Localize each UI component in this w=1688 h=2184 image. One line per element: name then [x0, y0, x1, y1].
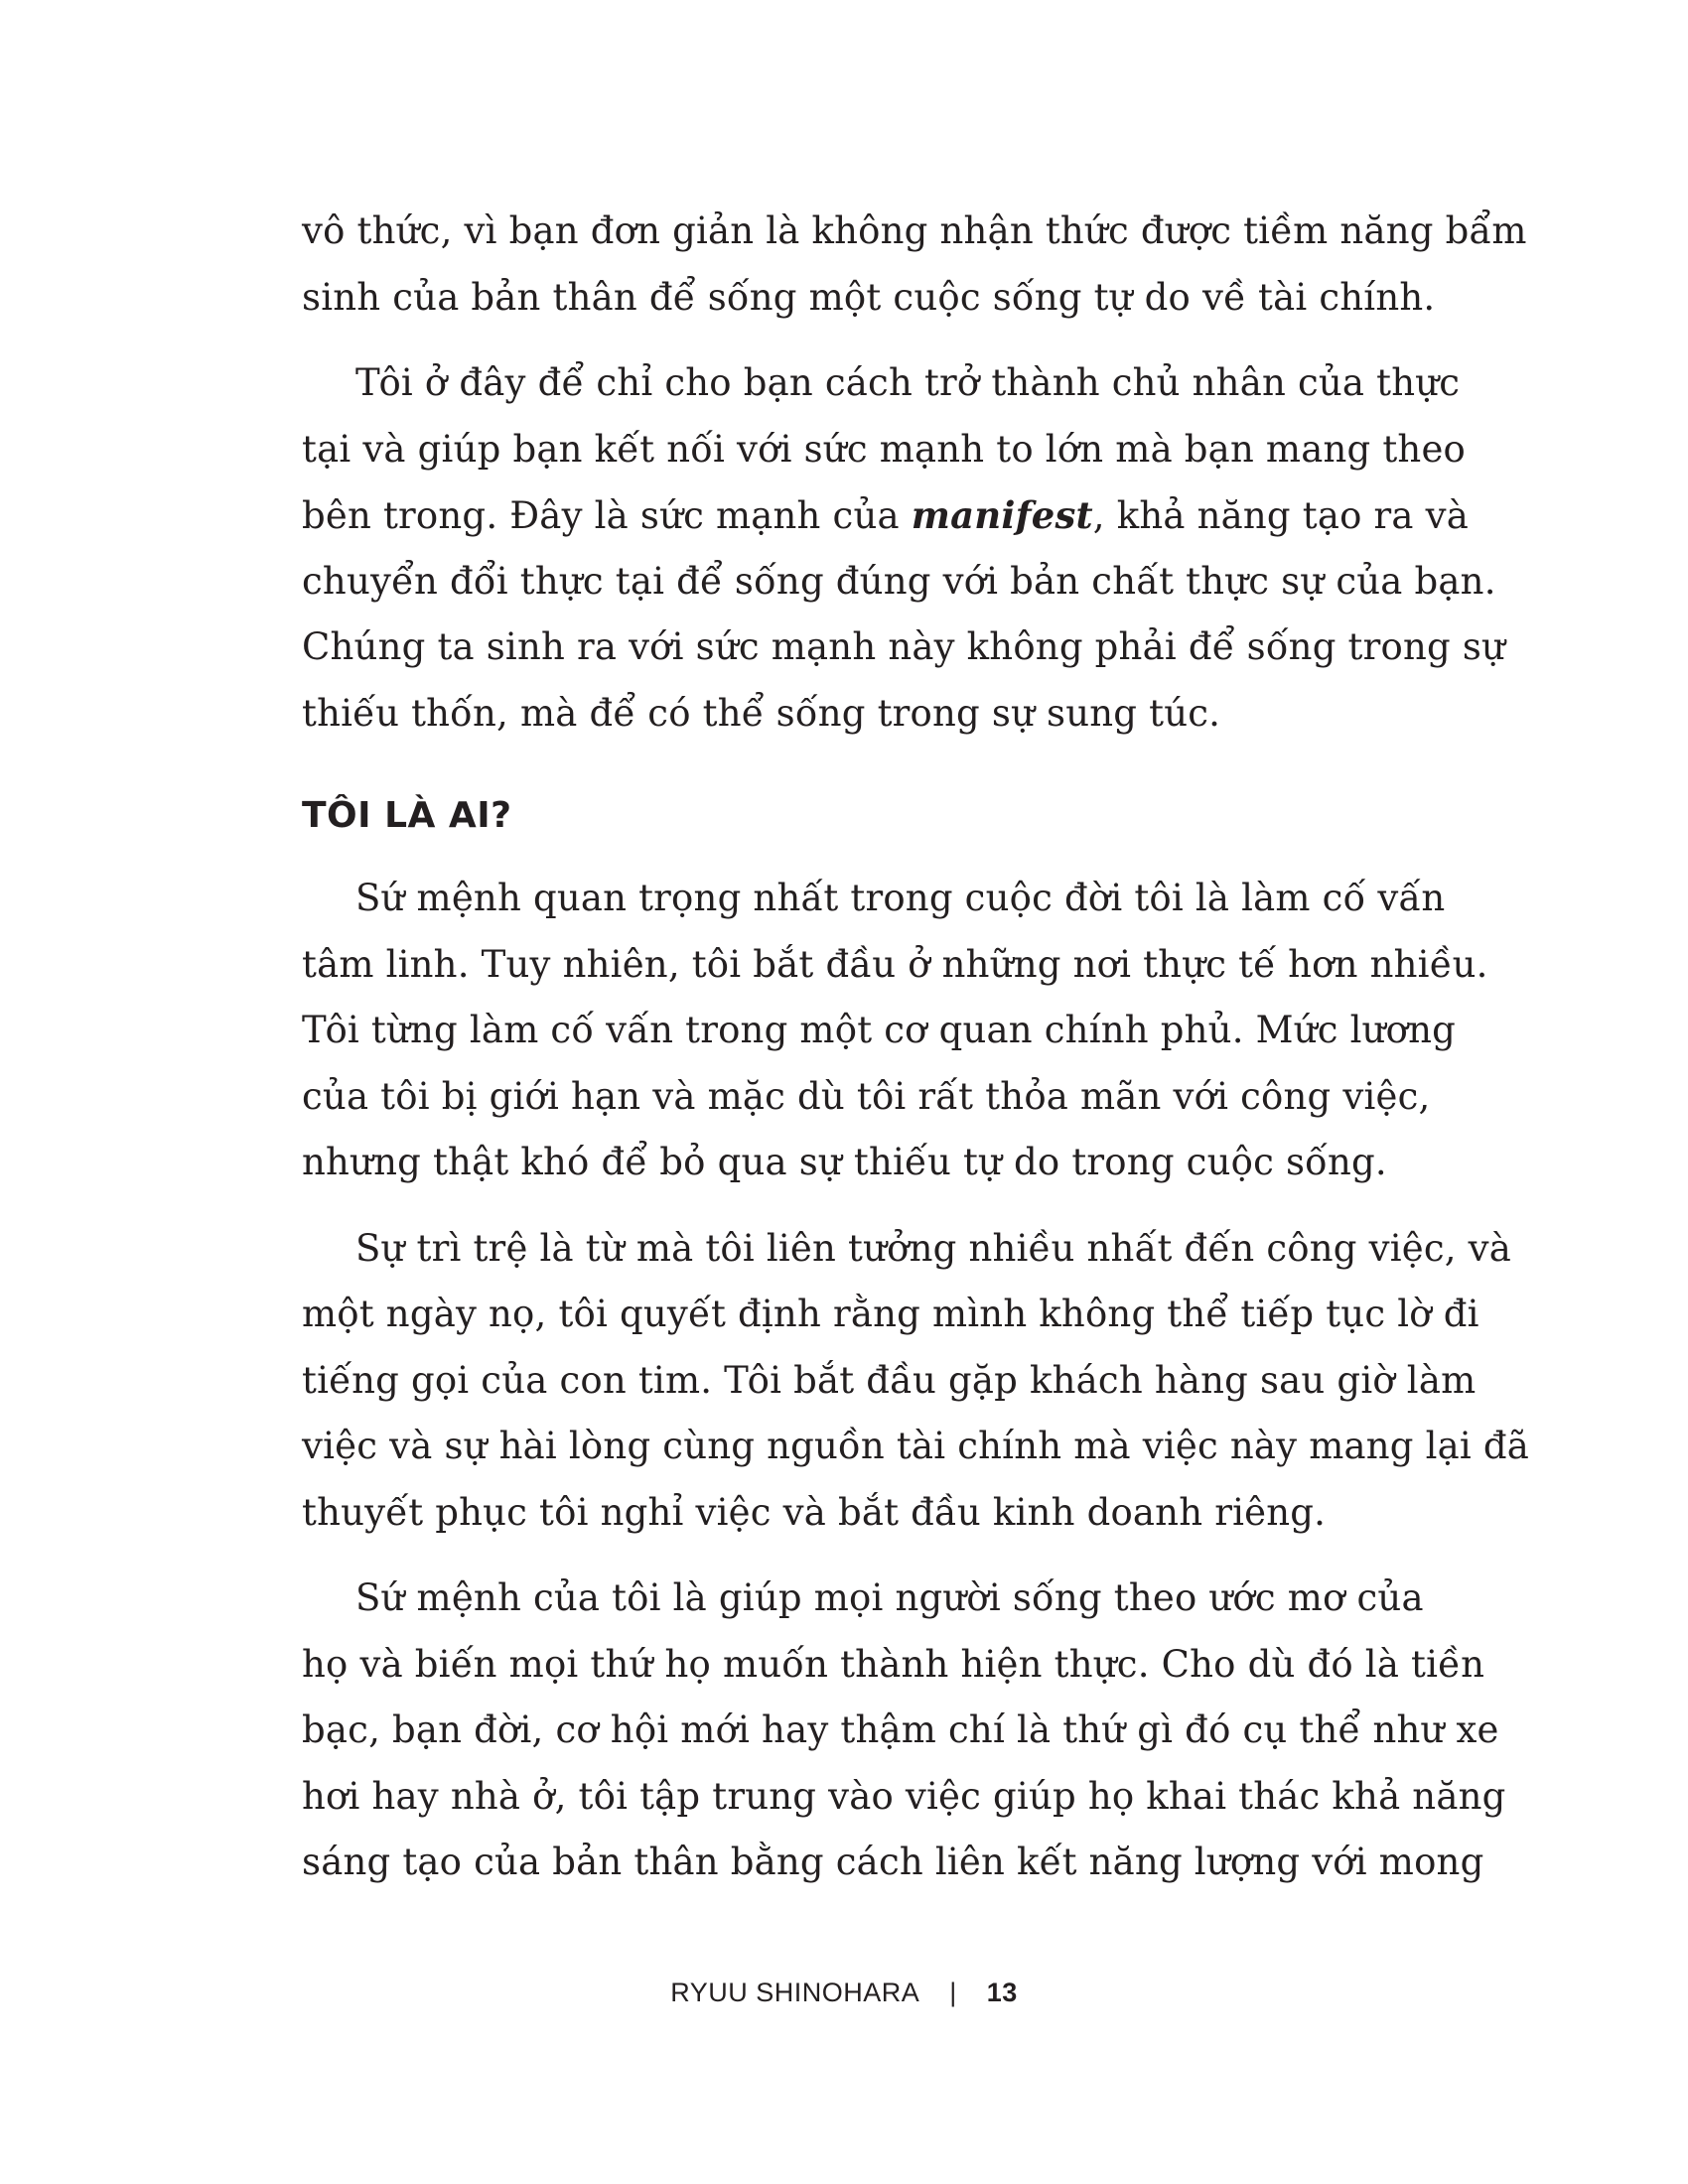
text-line: tại và giúp bạn kết nối với sức mạnh to lớn mà bạn mang theo: [302, 427, 1467, 471]
text-line: Tôi ở đây để chỉ cho bạn cách trở thành chủ nhân của thực: [355, 361, 1461, 404]
text-line: hơi hay nhà ở, tôi tập trung vào việc giúp họ khai thác khả năng: [302, 1774, 1506, 1818]
text-line: tiếng gọi của con tim. Tôi bắt đầu gặp khách hàng sau giờ làm: [302, 1358, 1477, 1402]
text-line: Chúng ta sinh ra với sức mạnh này không phải để sống trong sự: [302, 625, 1506, 668]
text-line: tâm linh. Tuy nhiên, tôi bắt đầu ở những nơi thực tế hơn nhiều.: [302, 942, 1488, 986]
text-fragment: bên trong. Đây là sức mạnh của: [302, 494, 912, 537]
footer-author: RYUU SHINOHARA: [670, 1978, 920, 2007]
text-line: nhưng thật khó để bỏ qua sự thiếu tự do trong cuộc sống.: [302, 1141, 1387, 1183]
paragraph-5: [302, 1566, 1506, 1896]
text-line: họ và biến mọi thứ họ muốn thành hiện thực. Cho dù đó là tiền: [302, 1642, 1485, 1686]
text-line: vô thức, vì bạn đơn giản là không nhận thức được tiềm năng bẩm: [302, 209, 1527, 252]
section-heading: TÔI LÀ AI?: [302, 795, 512, 836]
footer-separator: |: [949, 1978, 957, 2007]
text-line: sinh của bản thân để sống một cuộc sống tự do về tài chính.: [302, 275, 1436, 319]
text-line: việc và sự hài lòng cùng nguồn tài chính mà việc này mang lại đã: [302, 1425, 1530, 1467]
text-line: Tôi từng làm cố vấn trong một cơ quan chính phủ. Mức lương: [302, 1009, 1457, 1051]
text-line: chuyển đổi thực tại để sống đúng với bản chất thực sự của bạn.: [302, 559, 1496, 603]
text-line: thuyết phục tôi nghỉ việc và bắt đầu kinh doanh riêng.: [302, 1490, 1327, 1534]
text-line: Sự trì trệ là từ mà tôi liên tưởng nhiều nhất đến công việc, và: [355, 1226, 1512, 1270]
paragraph-2: [302, 350, 1506, 747]
emphasis-manifest: manifest: [911, 493, 1093, 537]
text-line: Sứ mệnh quan trọng nhất trong cuộc đời tôi là làm cố vấn: [355, 877, 1446, 919]
body-text: [302, 199, 1530, 1896]
paragraph-3: [302, 866, 1488, 1196]
page-footer: [0, 1978, 1688, 2008]
paragraph-4: [302, 1216, 1530, 1547]
text-fragment: , khả năng tạo ra và: [1092, 494, 1469, 537]
text-line: sáng tạo của bản thân bằng cách liên kết năng lượng với mong: [302, 1841, 1484, 1883]
paragraph-1: [302, 199, 1527, 331]
text-line: một ngày nọ, tôi quyết định rằng mình không thể tiếp tục lờ đi: [302, 1293, 1479, 1335]
text-line: của tôi bị giới hạn và mặc dù tôi rất thỏa mãn với công việc,: [302, 1074, 1431, 1118]
text-line: thiếu thốn, mà để có thể sống trong sự sung túc.: [302, 691, 1221, 735]
text-line: Sứ mệnh của tôi là giúp mọi người sống theo ước mơ của: [355, 1576, 1424, 1619]
text-line: bạc, bạn đời, cơ hội mới hay thậm chí là thứ gì đó cụ thể như xe: [302, 1708, 1499, 1751]
text-line-with-emphasis: [302, 482, 1469, 549]
page-number: 13: [986, 1978, 1018, 2007]
